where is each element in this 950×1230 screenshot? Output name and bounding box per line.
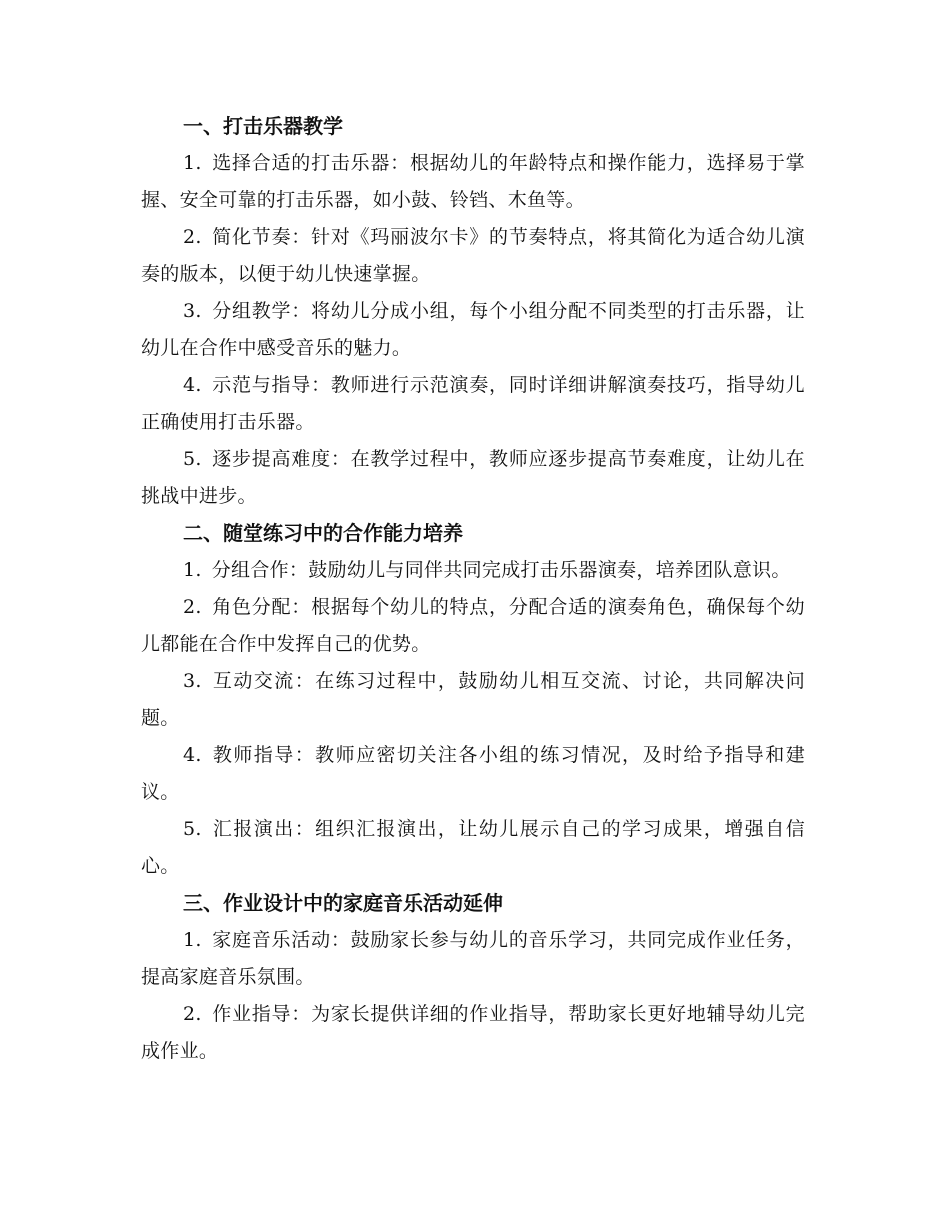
item-text: 家庭音乐活动：鼓励家长参与幼儿的音乐学习，共同完成作业任务，提高家庭音乐氛围。 [141,929,805,988]
list-item [141,922,805,996]
list-item [141,811,805,885]
item-number: 2. [183,1003,202,1025]
list-item [141,219,805,293]
list-item [141,663,805,737]
list-item [141,441,805,515]
list-item [141,737,805,811]
list-item [141,589,805,663]
item-text: 逐步提高难度：在教学过程中，教师应逐步提高节奏难度，让幼儿在挑战中进步。 [141,448,805,507]
item-number: 1. [183,929,202,951]
item-number: 1. [183,152,202,174]
item-number: 3. [183,300,202,322]
section-heading: 一、打击乐器教学 [183,114,343,138]
item-text: 互动交流：在练习过程中，鼓励幼儿相互交流、讨论，共同解决问题。 [141,670,805,729]
item-number: 3. [183,670,202,692]
section-heading: 三、作业设计中的家庭音乐活动延伸 [183,891,503,915]
item-number: 2. [183,226,202,248]
item-number: 1. [183,559,202,581]
item-text: 选择合适的打击乐器：根据幼儿的年龄特点和操作能力，选择易于掌握、安全可靠的打击乐器，如小鼓、铃铛、木鱼等。 [141,152,805,211]
item-number: 2. [183,596,202,618]
item-number: 5. [183,448,202,470]
item-text: 角色分配：根据每个幼儿的特点，分配合适的演奏角色，确保每个幼儿都能在合作中发挥自己的优势。 [141,596,805,655]
item-text: 分组合作：鼓励幼儿与同伴共同完成打击乐器演奏，培养团队意识。 [211,559,791,581]
section-heading: 二、随堂练习中的合作能力培养 [183,521,463,545]
item-text: 汇报演出：组织汇报演出，让幼儿展示自己的学习成果，增强自信心。 [141,818,805,877]
item-text: 作业指导：为家长提供详细的作业指导，帮助家长更好地辅导幼儿完成作业。 [141,1003,805,1062]
item-text: 教师指导：教师应密切关注各小组的练习情况，及时给予指导和建议。 [141,744,805,803]
item-number: 5. [183,818,202,840]
item-number: 4. [183,744,202,766]
list-item [141,293,805,367]
list-item [141,552,805,589]
list-item [141,367,805,441]
list-item [141,145,805,219]
list-item [141,996,805,1070]
item-text: 分组教学：将幼儿分成小组，每个小组分配不同类型的打击乐器，让幼儿在合作中感受音乐的魅力。 [141,300,805,359]
item-text: 简化节奏：针对《玛丽波尔卡》的节奏特点，将其简化为适合幼儿演奏的版本，以便于幼儿快速掌握。 [141,226,805,285]
document-body [141,108,805,1070]
item-number: 4. [183,374,202,396]
item-text: 示范与指导：教师进行示范演奏，同时详细讲解演奏技巧，指导幼儿正确使用打击乐器。 [141,374,805,433]
